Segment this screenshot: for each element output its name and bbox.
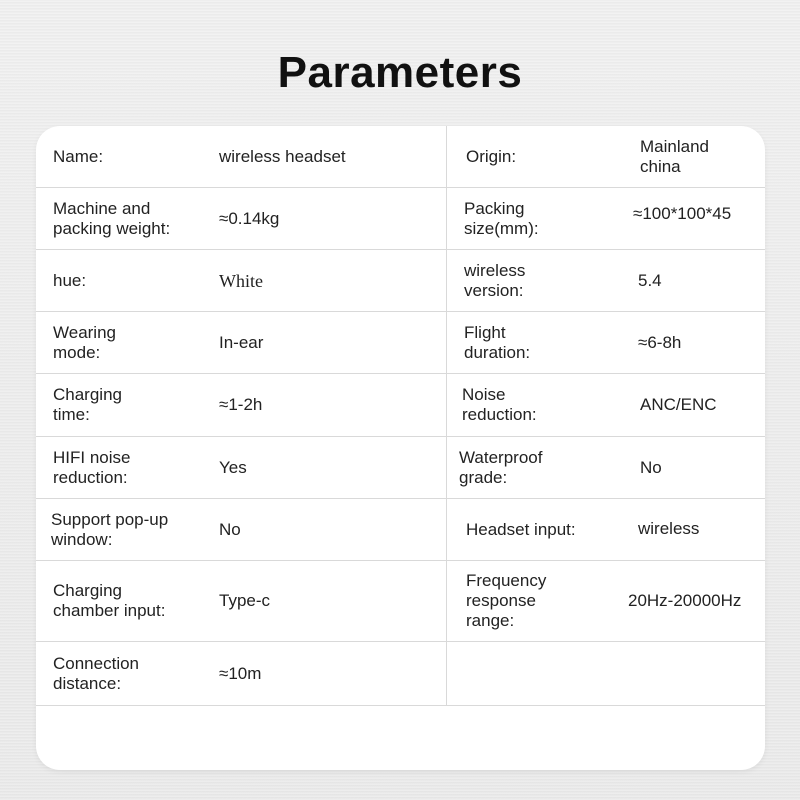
param-label: hue: [53,270,87,290]
param-value: ANC/ENC [640,395,717,414]
param-value: In-ear [219,332,264,352]
param-value [636,642,761,705]
param-value: ≈1-2h [219,395,263,414]
param-value: Yes [219,457,247,477]
table-row [36,126,765,188]
table-row [36,561,765,642]
param-label: Waterproof grade: [459,447,543,487]
table-row [36,499,765,561]
param-label: Support pop-up window: [51,509,169,549]
table-row [36,437,765,499]
table-row [36,374,765,437]
param-label: Noise reduction: [462,385,537,424]
param-label: Name: [53,146,104,166]
param-value: No [219,519,241,539]
param-value: White [219,270,263,291]
parameters-table [36,126,765,770]
param-label: Charging time: [53,385,122,424]
param-value: ≈10m [219,663,262,683]
page-title: Parameters [277,48,523,97]
param-label: HIFI noise reduction: [53,447,131,487]
param-label: Connection distance: [53,653,140,693]
param-label: Headset input: [466,519,576,539]
param-value: No [640,457,662,477]
param-label: Frequency response range: [466,571,547,630]
param-label: Machine and packing weight: [53,198,171,238]
param-label: Charging chamber input: [53,581,166,620]
param-value: Type-c [219,591,271,610]
param-label [464,642,624,705]
param-label: Flight duration: [464,322,531,362]
param-label: Origin: [466,146,517,166]
param-value: 20Hz-20000Hz [628,591,742,610]
param-label: Packing size(mm): [464,198,539,238]
table-row [36,642,765,706]
param-label: wireless version: [464,260,526,300]
param-value: wireless headset [219,146,346,166]
table-row [36,312,765,374]
param-value: wireless [638,519,700,538]
param-label: Wearing mode: [53,322,116,362]
param-value: ≈0.14kg [219,208,280,228]
param-value: 5.4 [638,270,662,290]
param-value: Mainland china [640,137,709,176]
param-value: ≈100*100*45 [633,204,732,223]
table-row [36,188,765,250]
table-row [36,250,765,312]
param-value: ≈6-8h [638,332,682,352]
